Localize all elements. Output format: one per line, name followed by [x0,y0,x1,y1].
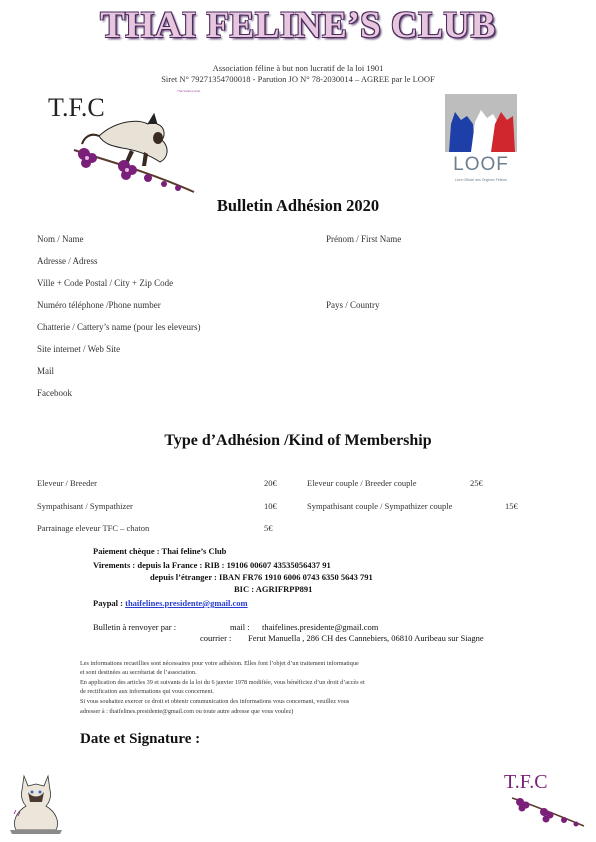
membership-sympathizer-price: 10€ [264,501,277,511]
tfc-cat-orchid-icon [44,88,204,200]
return-mail-value: thaifelines.presidente@gmail.com [262,622,379,632]
siret-subtitle: Siret N° 79271354700018 - Parution JO N° 78-2030014 – AGREE par le LOOF [161,74,435,84]
membership-sponsorship-label: Parrainage eleveur TFC – chaton [37,523,150,533]
website-field-label: Site internet / Web Site [37,344,121,354]
notice-line-4: de rectification aux informations qui vous concernent. [80,688,214,695]
payment-transfer-france: Virements : depuis la France : RIB : 19106 00607 43535056437 91 [93,560,331,570]
city-field-label: Ville + Code Postal / City + Zip Code [37,278,174,288]
association-subtitle: Association féline à but non lucratif de la loi 1901 [212,63,384,73]
tfc-logo-text: T.F.C [48,93,105,122]
name-field-label: Nom / Name [37,234,84,244]
siamese-cat-icon [6,770,66,836]
return-courrier-label: courrier : [200,633,232,643]
tfc-logo-bottom-text: T.F.C [504,771,548,793]
loof-logo [445,94,517,198]
signature-label: Date et Signature : [80,731,201,747]
tfc-logo [44,88,204,200]
loof-logo-subtitle: Livre Officiel des Origines Félines [454,178,508,182]
tfc-logo-bottom [500,768,588,830]
membership-breeder-price: 20€ [264,478,277,488]
membership-sponsorship-price: 5€ [264,523,273,533]
membership-heading: Type d’Adhésion /Kind of Membership [164,432,432,449]
facebook-field-label: Facebook [37,388,72,398]
payment-bic: BIC : AGRIFRPP891 [234,584,313,594]
notice-line-5: Si vous souhaitez exercer ce droit et obtenir communication des informations vous concernant, veuillez vous [80,698,350,705]
bulletin-heading: Bulletin Adhésion 2020 [216,196,380,215]
payment-cheque: Paiement chèque : Thai feline’s Club [93,546,227,556]
membership-breeder-label: Eleveur / Breeder [37,478,97,488]
notice-line-3: En application des articles 39 et suivants de la loi du 6 janvier 1978 modifiée, vous bénéficiez d’un droit d’accès et [80,679,365,686]
notice-line-1: Les informations recueillies sont nécessaires pour votre adhésion. Elles font l’objet d’un traitement informatique [80,660,359,667]
membership-sympathizer-couple-label: Sympathisant couple / Sympathizer couple [307,501,453,511]
membership-breeder-couple-price: 25€ [470,478,483,488]
country-field-label: Pays / Country [326,300,380,310]
notice-line-6: adresser à : thaifelines.presidente@gmail.com ou toute autre adresse que vous voulez) [80,708,294,715]
tiny-tag: Thai Felines Club [177,89,201,93]
membership-breeder-couple-label: Eleveur couple / Breeder couple [307,478,417,488]
paypal-email-link[interactable]: thaifelines.presidente@gmail.com [125,598,248,608]
loof-cats-icon [445,94,517,152]
membership-sympathizer-label: Sympathisant / Sympathizer [37,501,133,511]
loof-background [445,94,517,152]
club-title: THAI FELINE’S CLUB [100,5,496,46]
cattery-field-label: Chatterie / Cattery’s name (pour les eleveurs) [37,322,201,332]
return-label: Bulletin à renvoyer par : [93,622,177,632]
mail-field-label: Mail [37,366,54,376]
phone-field-label: Numéro téléphone /Phone number [37,300,161,310]
membership-sympathizer-couple-price: 15€ [505,501,518,511]
tfc-orchid-icon [500,768,588,830]
return-courrier-value: Ferut Manuella , 286 CH des Cannebiers, 06810 Auribeau sur Siagne [248,633,484,643]
payment-paypal [93,598,248,608]
return-mail-label: mail : [230,622,250,632]
notice-line-2: et sont destinées au secrétariat de l’association. [80,669,197,676]
loof-logo-text: LOOF [453,154,509,175]
first-name-field-label: Prénom / First Name [326,234,402,244]
address-field-label: Adresse / Adress [37,256,98,266]
payment-transfer-abroad: depuis l’étranger : IBAN FR76 1910 6006 0743 6350 5643 791 [150,572,373,582]
siamese-cat-illustration [6,770,66,836]
paypal-label: Paypal : [93,598,123,608]
